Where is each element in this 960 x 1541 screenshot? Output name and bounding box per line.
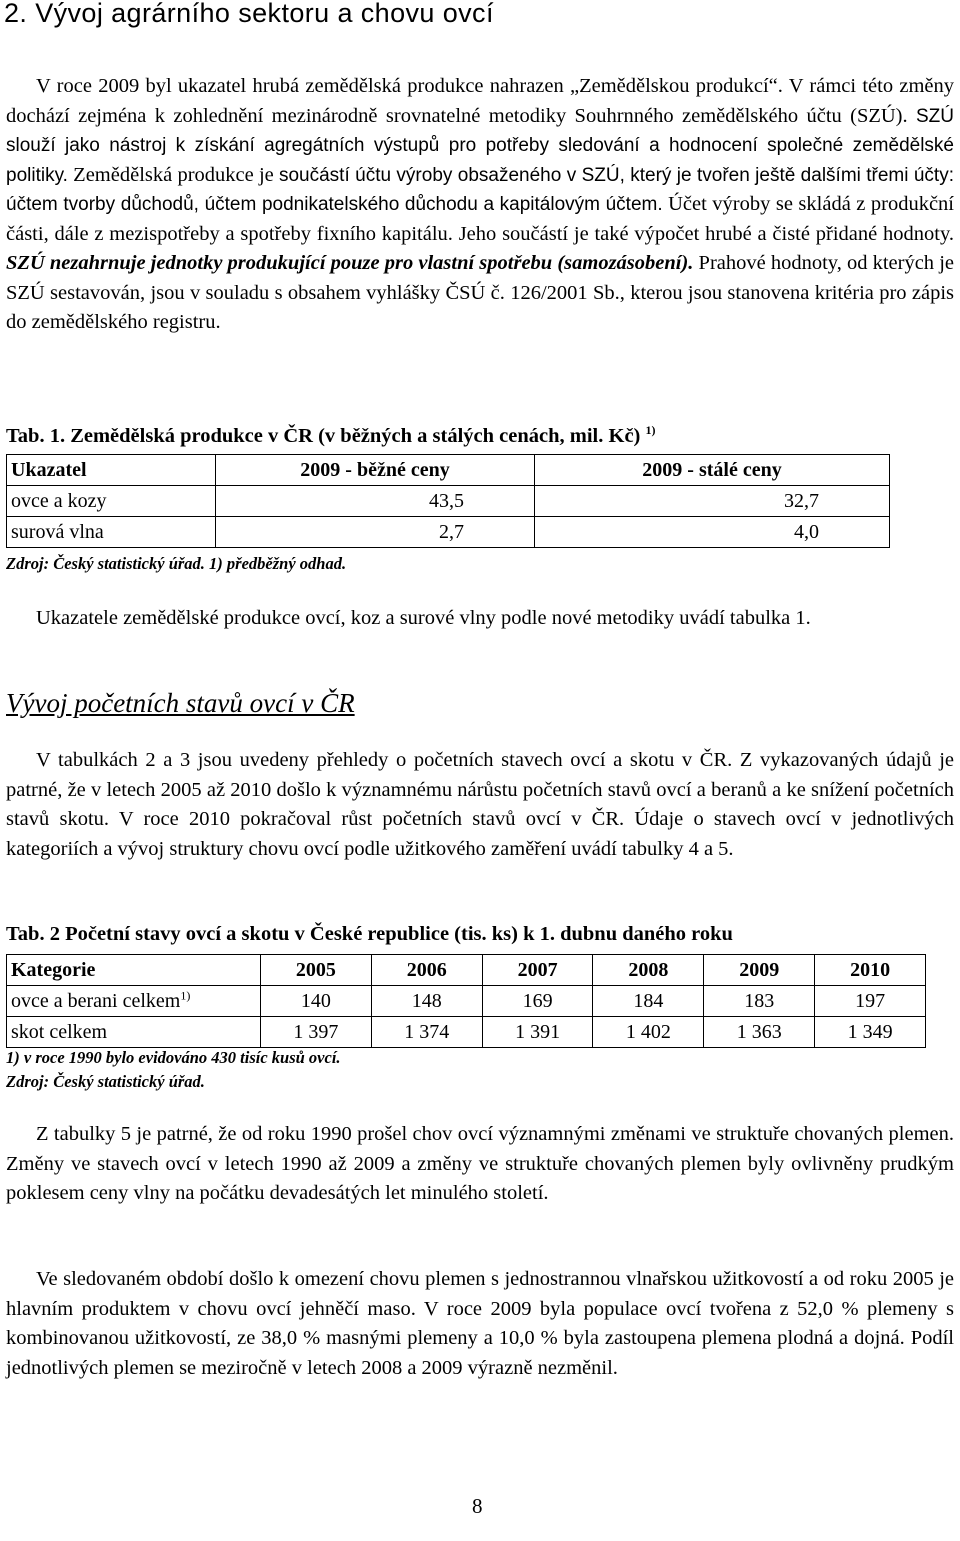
- paragraph-4: Z tabulky 5 je patrné, že od roku 1990 prošel chov ovcí významnými změnami ve struktuře chovaných plemen. Změny ve stavech ovcí v letech 1990 až 2009 a změny ve struktuře chovaných plemen byly ovlivněny prudkým poklesem ceny vlny na počátku devadesátých let minulého století.: [6, 1123, 954, 1204]
- table-cell: 4,0: [535, 517, 890, 548]
- paragraph-2: Ukazatele zemědělské produkce ovcí, koz a surové vlny podle nové metodiky uvádí tabulka 1.: [36, 607, 811, 629]
- table2: [6, 954, 926, 1048]
- table1: [6, 454, 890, 548]
- subheading: Vývoj početních stavů ovcí v ČR: [6, 688, 355, 718]
- intro-paragraph: [6, 72, 954, 338]
- table-cell: 1 349: [815, 1017, 926, 1048]
- section-heading: 2. Vývoj agrárního sektoru a chovu ovcí: [4, 0, 494, 28]
- table-header: 2005: [261, 955, 372, 986]
- table1-header-row: [7, 455, 890, 486]
- table-cell: 1 374: [371, 1017, 482, 1048]
- table-cell: 169: [482, 986, 593, 1017]
- table-cell: 197: [815, 986, 926, 1017]
- table-row: [7, 517, 890, 548]
- table-cell: skot celkem: [7, 1017, 261, 1048]
- intro-text-d: součástí účtu výroby obsaženého v SZÚ, který je tvořen ještě dalšími třemi účty: účtem tvorby důchodů, účtem podnikatelského důchodu a kapitálovým účtem.: [6, 164, 954, 215]
- intro-text-b: SZÚ slouží jako nástroj k získání agregátních výstupů pro potřeby sledování a hodnocení společné zemědělské politiky.: [6, 105, 954, 186]
- table-cell: 43,5: [216, 486, 535, 517]
- table-cell: 140: [261, 986, 372, 1017]
- table-header: 2007: [482, 955, 593, 986]
- table-cell: 1 397: [261, 1017, 372, 1048]
- table1-caption: Tab. 1. Zemědělská produkce v ČR (v běžných a stálých cenách, mil. Kč) $^{1)}$: [6, 423, 656, 447]
- table-header: 2006: [371, 955, 482, 986]
- intro-text-g: Prahové hodnoty, od kterých je SZÚ sestavován, jsou v souladu s obsahem vyhlášky ČSÚ č. 126/2001 Sb., kterou jsou stanovena kritéria pro zápis do zemědělského registru.: [6, 252, 954, 333]
- table1-source-note: Zdroj: Český statistický úřad. 1) předběžný odhad.: [6, 554, 347, 573]
- table-row: [7, 486, 890, 517]
- table-cell: 183: [704, 986, 815, 1017]
- table-row: [7, 1017, 926, 1048]
- table-cell: 2,7: [216, 517, 535, 548]
- table-cell: 1 402: [593, 1017, 704, 1048]
- table2-header-row: [7, 955, 926, 986]
- intro-text-a: V roce 2009 byl ukazatel hrubá zemědělská produkce nahrazen „Zemědělskou produkcí“. V rámci této změny dochází zejména k zohlednění mezinárodně srovnatelné metodiky Souhrnného zemědělského účtu (SZÚ).: [6, 75, 954, 127]
- table-header: 2009 - běžné ceny: [216, 455, 535, 486]
- table2-caption: Tab. 2 Početní stavy ovcí a skotu v České republice (tis. ks) k 1. dubnu daného roku: [6, 923, 733, 945]
- table-cell: ovce a berani celkem$^{1)}$: [7, 986, 261, 1017]
- table-header: 2010: [815, 955, 926, 986]
- paragraph-5: Ve sledovaném období došlo k omezení chovu plemen s jednostrannou vlnařskou užitkovostí a od roku 2005 je hlavním produktem v chovu ovcí jehněčí maso. V roce 2009 byla populace ovcí tvořena z 52,0 % plemeny s kombinovanou užitkovostí, ze 38,0 % masnými plemeny a 10,0 % byla zastoupena plemena plodná a dojná. Podíl jednotlivých plemen se meziročně v letech 2008 a 2009 výrazně nezměnil.: [6, 1268, 954, 1379]
- table-cell: 184: [593, 986, 704, 1017]
- intro-text-e: Účet výroby se skládá z produkční části, dále z mezispotřeby a spotřeby fixního kapitálu. Jeho součástí je také výpočet hrubé a čisté přidané hodnoty.: [6, 193, 954, 245]
- table-cell: 32,7: [535, 486, 890, 517]
- table-header: 2009: [704, 955, 815, 986]
- table-cell: surová vlna: [7, 517, 216, 548]
- table2-footnote: 1) v roce 1990 bylo evidováno 430 tisíc kusů ovcí.: [6, 1048, 341, 1067]
- intro-text-c: Zemědělská produkce je: [67, 163, 279, 186]
- table-cell: 148: [371, 986, 482, 1017]
- table-cell: ovce a kozy: [7, 486, 216, 517]
- table-header: Kategorie: [7, 955, 261, 986]
- table-header: Ukazatel: [7, 455, 216, 486]
- paragraph-3: V tabulkách 2 a 3 jsou uvedeny přehledy o početních stavech ovcí a skotu v ČR. Z vykazovaných údajů je patrné, že v letech 2005 až 2010 došlo k významnému nárůstu početních stavů ovcí a beranů a ke snížení početních stavů skotu. V roce 2010 pokračoval růst početních stavů ovcí v ČR. Údaje o stavech ovcí v jednotlivých kategoriích a vývoj struktury chovu ovcí podle užitkového zaměření uvádí tabulky 4 a 5.: [6, 749, 954, 860]
- table-header: 2008: [593, 955, 704, 986]
- table-cell: 1 363: [704, 1017, 815, 1048]
- table-row: [7, 986, 926, 1017]
- intro-text-f: SZÚ nezahrnuje jednotky produkující pouze pro vlastní spotřebu (samozásobení).: [6, 252, 694, 274]
- page-number: 8: [472, 1494, 483, 1518]
- table2-source-note: Zdroj: Český statistický úřad.: [6, 1072, 205, 1091]
- table-header: 2009 - stálé ceny: [535, 455, 890, 486]
- table-cell: 1 391: [482, 1017, 593, 1048]
